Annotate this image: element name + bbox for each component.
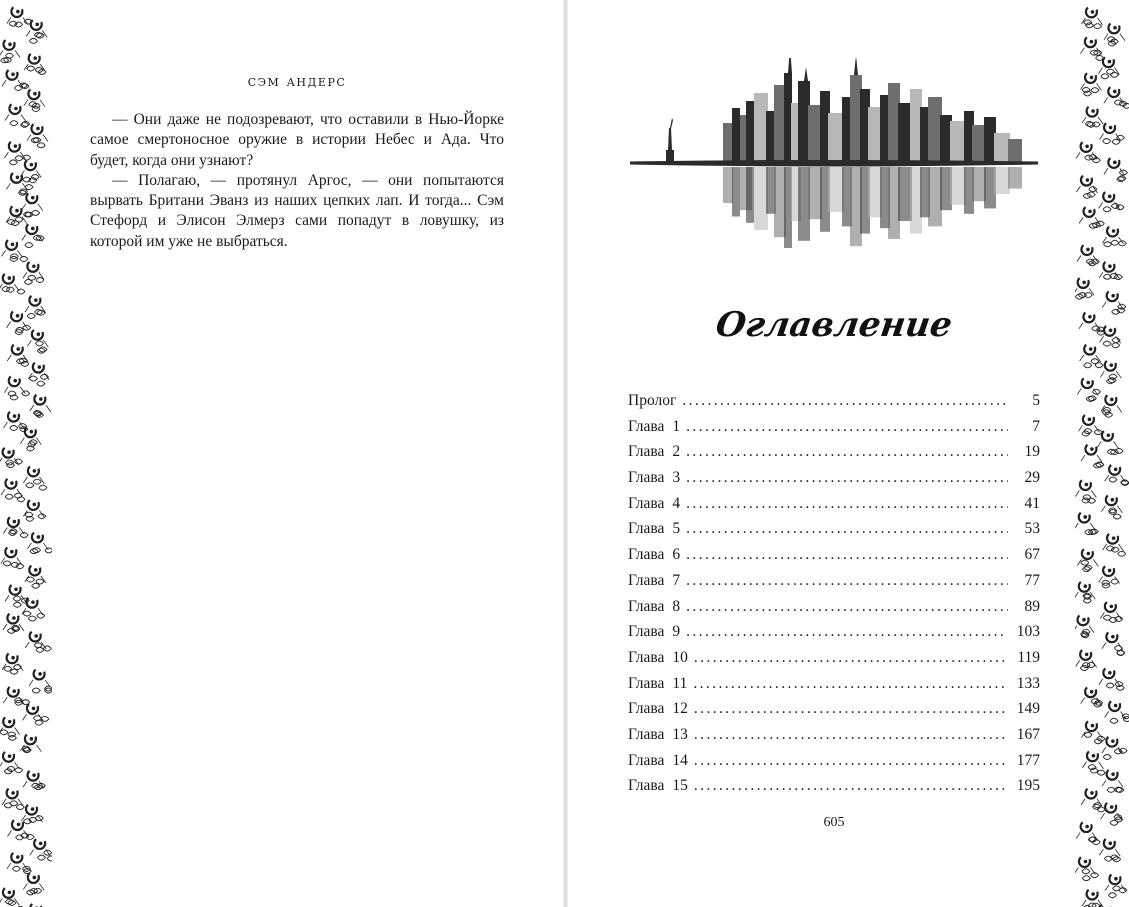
toc-entry-title: Глава [628,417,665,435]
toc-entry-title: Глава [628,597,665,615]
toc-leader-dots [694,700,1007,718]
toc-entry-label [628,649,694,667]
toc-entry-number: 1 [672,417,681,435]
toc-entry-label [628,598,686,616]
toc-entry-label [628,546,686,564]
toc-entry-page: 5 [1032,392,1040,409]
toc-leader-dots [686,598,1008,616]
toc-leader-dots [686,520,1008,538]
toc-entry-title: Глава [628,494,665,512]
toc-entry-title: Глава [628,546,665,564]
toc-entry-title: Глава [628,469,665,487]
toc-entry-title: Глава [628,674,665,692]
toc-entry [628,572,1040,598]
toc-entry-title: Глава [628,700,665,718]
toc-entry-number: 5 [672,520,681,538]
toc-entry-page: 89 [1024,597,1040,615]
toc-entry-number: 4 [672,494,681,512]
page-number: 605 [823,815,845,830]
toc-entry-title: Пролог [628,392,677,409]
toc-entry [628,675,1040,701]
toc-leader-dots [694,726,1007,744]
toc-entry-number: 2 [672,443,681,461]
floral-border-right [1075,0,1129,907]
toc-entry [628,598,1040,624]
toc-entry-label [628,443,686,461]
toc-leader-dots [686,443,1008,461]
toc-entry-page: 149 [1016,700,1040,718]
toc-entry-number: 7 [672,571,681,589]
toc-entry [628,777,1040,803]
toc-entry [628,752,1040,778]
toc-entry [628,649,1040,675]
toc-entry-label [628,675,693,693]
toc-entry [628,546,1040,572]
toc-entry-title: Глава [628,520,665,538]
toc-entry-page: 133 [1016,674,1040,692]
toc-entry-page: 41 [1024,494,1040,512]
paragraph: — Полагаю, — протянул Аргос, — они попытаются вырвать Британи Эванз из наших цепких лап. И тогда... Сэм Стефорд и Элисон Элмерз сами попадут в ловушку, из которой им уже не выбраться. [90,171,504,250]
toc-entry [628,700,1040,726]
floral-ornament-pattern [1075,0,1129,907]
toc-entry-page: 77 [1024,571,1040,589]
toc-leader-dots [694,752,1007,770]
floral-border-left [0,0,52,907]
page-body-text [90,110,504,252]
running-head-author: сэм андерс [247,72,347,90]
toc-leader-dots [686,623,1007,641]
toc-entry [628,623,1040,649]
toc-entry-label [628,392,682,410]
toc-entry [628,520,1040,546]
toc-entry-page: 19 [1024,443,1040,461]
toc-entry-number: 3 [672,469,681,487]
toc-leader-dots [694,777,1007,795]
toc-entry-label [628,418,686,436]
toc-leader-dots [682,392,1008,410]
toc-entry-page: 103 [1016,623,1040,641]
toc-entry-number: 15 [672,777,688,795]
toc-entry-page: 195 [1016,777,1040,795]
toc-entry-page: 7 [1032,417,1040,435]
toc-entry-page: 177 [1016,751,1040,769]
toc-entry-number: 6 [672,546,681,564]
toc-entry-label [628,572,686,590]
toc-entry-title: Глава [628,725,665,743]
toc-entry-number: 9 [672,623,681,641]
toc-entry-number: 14 [672,751,688,769]
toc-entry [628,418,1040,444]
toc-entry-number: 11 [672,674,688,692]
toc-entry-label [628,752,694,770]
toc-title: Оглавление [713,305,955,345]
toc-leader-dots [686,546,1008,564]
toc-entry-label [628,726,694,744]
toc-entry-label [628,520,686,538]
toc-entry-title: Глава [628,751,665,769]
paragraph: — Они даже не подозревают, что оставили в Нью-Йорке самое смертоносное оружие в истории Небес и Ада. Что будет, когда они узнают? [90,111,504,169]
toc-entry-label [628,623,686,641]
table-of-contents [628,392,1040,803]
toc-entry-page: 53 [1024,520,1040,538]
toc-entry-label [628,469,686,487]
toc-entry-label [628,700,694,718]
toc-entry [628,469,1040,495]
toc-leader-dots [686,495,1008,513]
toc-entry-title: Глава [628,777,665,795]
toc-entry [628,392,1040,418]
toc-entry-label [628,495,686,513]
toc-entry [628,495,1040,521]
toc-entry-number: 12 [672,700,688,718]
toc-leader-dots [686,469,1008,487]
toc-entry-title: Глава [628,623,665,641]
floral-ornament-pattern [0,0,52,907]
toc-entry-page: 29 [1024,469,1040,487]
toc-entry-title: Глава [628,443,665,461]
toc-entry-number: 8 [672,597,681,615]
toc-leader-dots [694,649,1007,667]
toc-leader-dots [693,675,1006,693]
toc-entry-page: 167 [1016,725,1040,743]
toc-leader-dots [686,418,1008,436]
toc-entry-title: Глава [628,571,665,589]
toc-entry-page: 67 [1024,546,1040,564]
book-gutter [563,0,568,907]
toc-entry-page: 119 [1017,648,1040,666]
toc-entry-number: 10 [672,648,688,666]
toc-entry [628,443,1040,469]
city-skyline-illustration [628,58,1040,258]
toc-entry-number: 13 [672,725,688,743]
toc-entry [628,726,1040,752]
toc-entry-title: Глава [628,648,665,666]
toc-entry-label [628,777,694,795]
toc-leader-dots [686,572,1008,590]
